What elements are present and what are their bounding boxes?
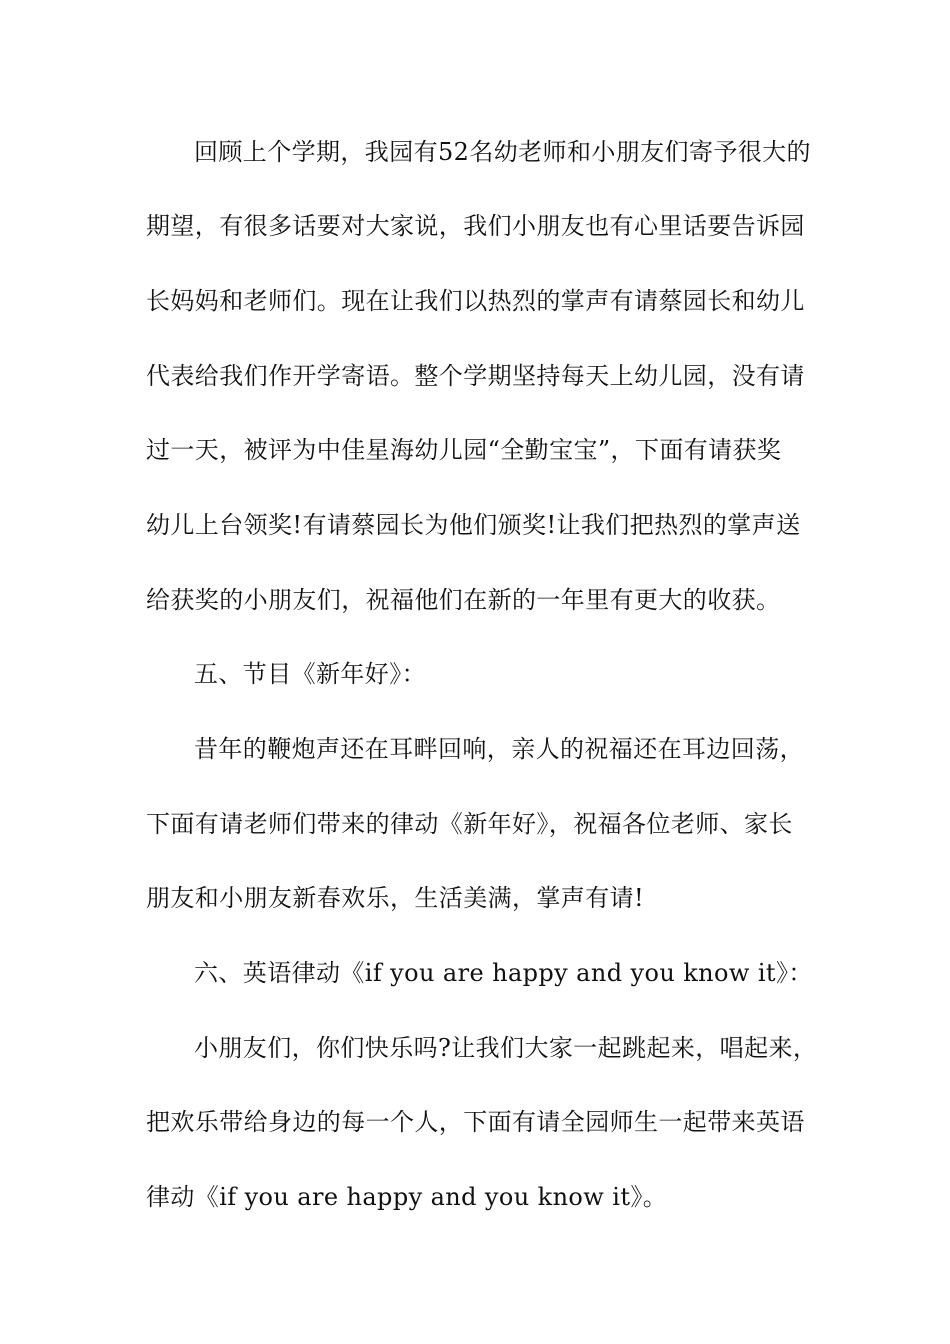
section-heading: 六、英语律动《if you are happy and you know it》： — [194, 959, 813, 987]
paragraph-line: 给获奖的小朋友们，祝福他们在新的一年里有更大的收获。 — [146, 586, 781, 614]
paragraph-line: 律动《if you are happy and you know it》。 — [146, 1183, 668, 1211]
paragraph-line: 期望，有很多话要对大家说，我们小朋友也有心里话要告诉园 — [146, 212, 805, 240]
paragraph-line: 回顾上个学期，我园有52名幼老师和小朋友们寄予很大的 — [194, 138, 811, 166]
paragraph-line: 昔年的鞭炮声还在耳畔回响，亲人的祝福还在耳边回荡， — [194, 735, 804, 763]
paragraph-line: 代表给我们作开学寄语。整个学期坚持每天上幼儿园，没有请 — [146, 362, 805, 390]
paragraph-line: 长妈妈和老师们。现在让我们以热烈的掌声有请蔡园长和幼儿 — [146, 287, 805, 315]
paragraph-line: 过一天，被评为中佳星海幼儿园“全勤宝宝”，下面有请获奖 — [146, 436, 782, 464]
paragraph-line: 小朋友们，你们快乐吗?让我们大家一起跳起来，唱起来， — [194, 1034, 818, 1062]
section-heading: 五、节目《新年好》： — [194, 660, 426, 688]
paragraph-line: 幼儿上台领奖!有请蔡园长为他们颁奖!让我们把热烈的掌声送 — [146, 511, 801, 539]
paragraph-line: 下面有请老师们带来的律动《新年好》，祝福各位老师、家长 — [146, 810, 793, 838]
paragraph-line: 朋友和小朋友新春欢乐，生活美满，掌声有请! — [146, 884, 645, 912]
paragraph-line: 把欢乐带给身边的每一个人，下面有请全园师生一起带来英语 — [146, 1108, 805, 1136]
